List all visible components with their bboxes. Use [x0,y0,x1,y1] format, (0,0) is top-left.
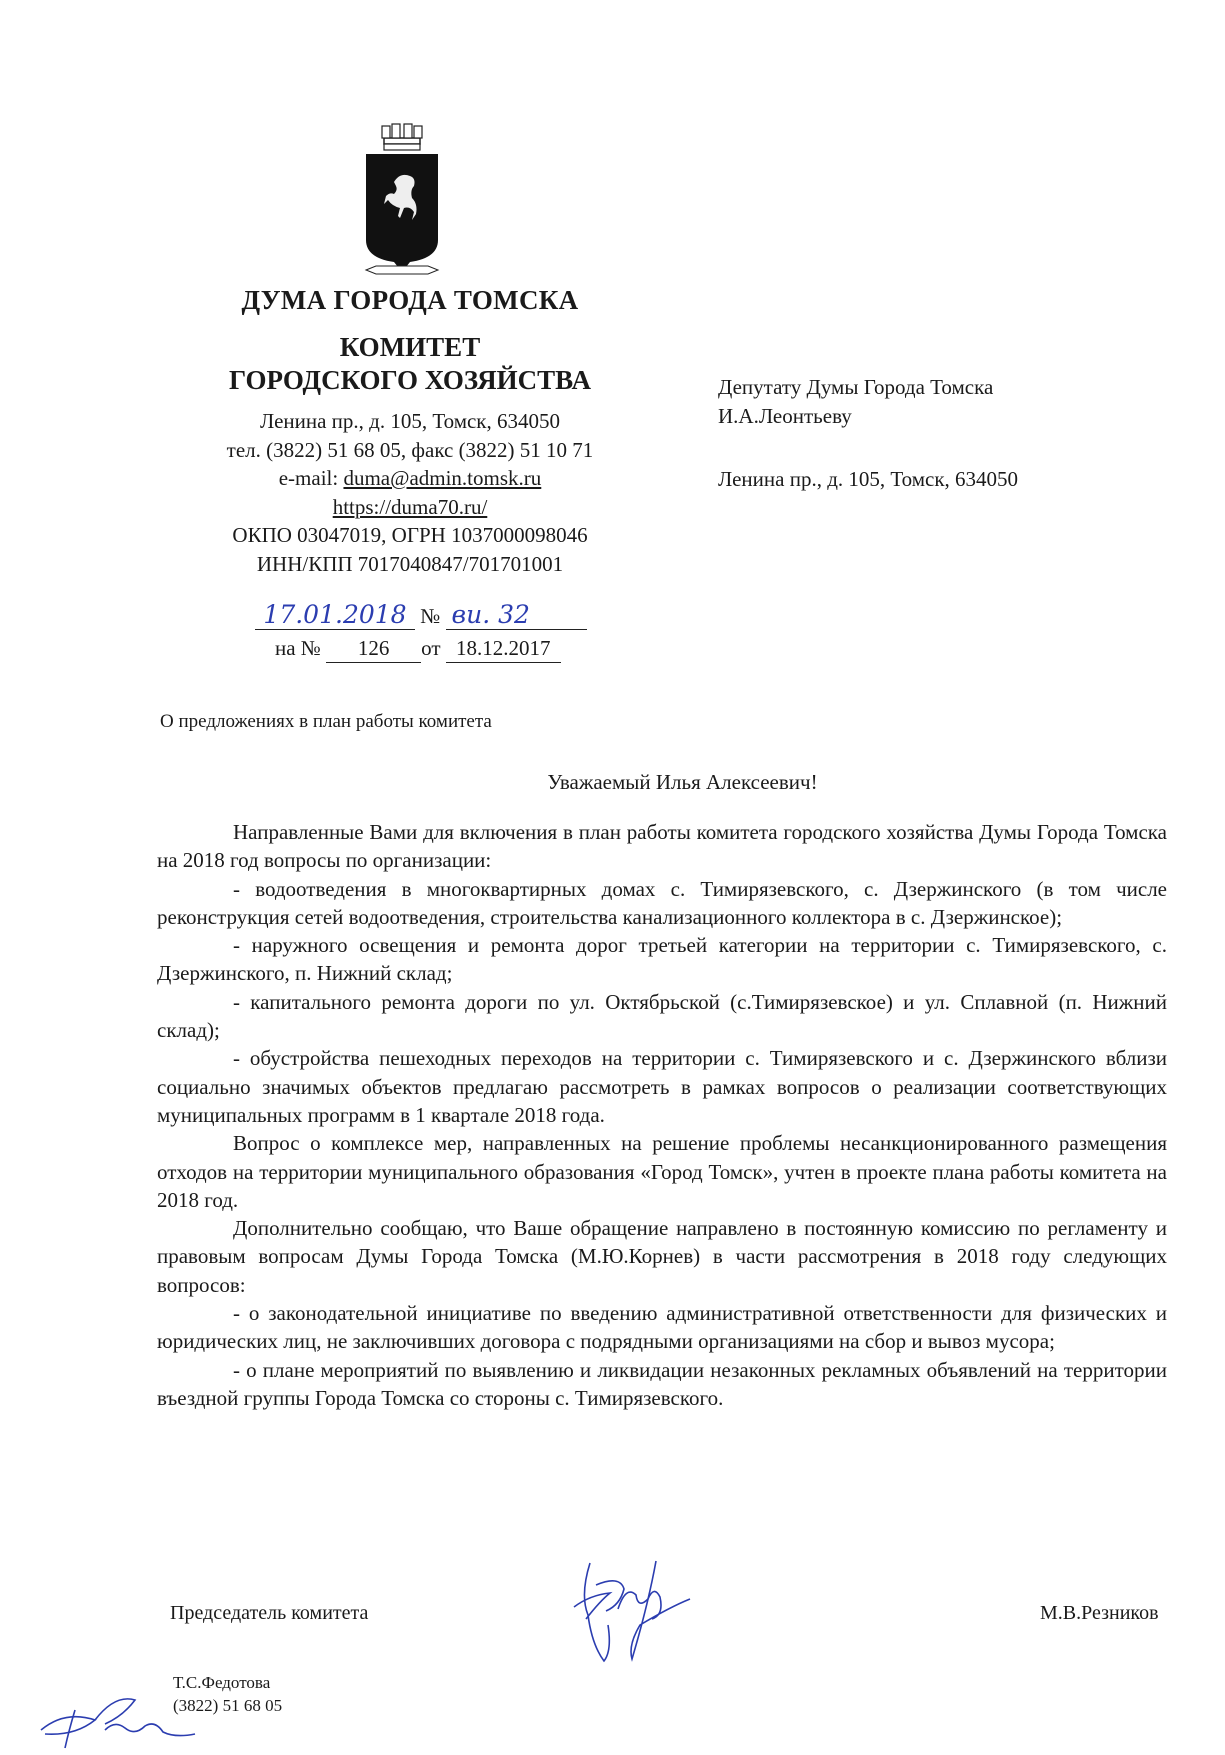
letter-body [157,818,1167,1412]
addressee-title: Депутату Думы Города Томска [718,375,994,399]
body-list-item: - водоотведения в многоквартирных домах с. Тимирязевского, с. Дзержинского (в том числе реконструкция сетей водоотведения, строительства канализационного коллектора в с. Дзержинское); [157,876,1167,929]
contact-details [200,407,620,578]
org-email-line: e-mail: duma@admin.tomsk.ru [278,466,542,490]
committee-name: КОМИТЕТ ГОРОДСКОГО ХОЗЯЙСТВА [229,332,591,395]
salutation: Уважаемый Илья Алексеевич! [547,770,818,794]
body-paragraph: Вопрос о комплексе мер, направленных на решение проблемы несанкционированного размещения отходов на территории муниципального образования «Город Томск», учтен в проекте плана работы комитета на 2018 год. [157,1131,1167,1212]
reply-to-number: 126 [326,634,421,663]
outgoing-number: ви. 32 [446,600,587,630]
body-list-item: - капитального ремонта дороги по ул. Октябрьской (с.Тимирязевское) и ул. Сплавной (п. Нижний склад); [157,989,1167,1043]
website-link[interactable]: https://duma70.ru/ [332,494,488,519]
registration-block: 17.01.2018 № ви. 32 на № 126 от 18.12.2017 [255,600,615,663]
addressee-name: И.А.Леонтьеву [718,403,852,428]
handwritten-initials-icon [35,1690,205,1755]
org-name: ДУМА ГОРОДА ТОМСКА [241,285,579,315]
signatory-name: М.В.Резников [1040,1602,1159,1624]
body-list-item: - наружного освещения и ремонта дорог третьей категории на территории с. Тимирязевского, с. Дзержинского, п. Нижний склад; [157,933,1167,986]
inn-kpp: ИНН/КПП 7017040847/701701001 [256,551,564,576]
executor-phone: (3822) 51 68 05 [173,1696,283,1715]
org-phone-fax: тел. (3822) 51 68 05, факс (3822) 51 10 71 [226,437,594,462]
reply-to-date: 18.12.2017 [446,634,561,663]
email-link[interactable]: duma@admin.tomsk.ru [343,466,542,490]
signatory-title: Председатель комитета [170,1602,369,1624]
body-paragraph: Направленные Вами для включения в план работы комитета городского хозяйства Думы Города Томска на 2018 год вопросы по организации: [157,820,1167,873]
letterhead [200,283,620,578]
number-sign: № [420,604,441,628]
org-address: Ленина пр., д. 105, Томск, 634050 [259,409,561,433]
handwritten-signature-icon [560,1555,740,1670]
okpo-ogrn: ОКПО 03047019, ОГРН 1037000098046 [232,523,588,547]
body-list-item: - обустройства пешеходных переходов на территории с. Тимирязевского и с. Дзержинского вблизи социально значимых объектов предлагаю рассмотреть в рамках вопросов о реализации соответствующих муниципальных программ в 1 квартале 2018 года. [157,1046,1167,1127]
coat-of-arms-icon [362,120,442,280]
addressee-address: Ленина пр., д. 105, Томск, 634050 [718,467,1019,491]
body-paragraph: Дополнительно сообщаю, что Ваше обращение направлено в постоянную комиссию по регламенту и правовым вопросам Думы Города Томска (М.Ю.Корнев) в части рассмотрения в 2018 году следующих вопросов: [157,1216,1167,1297]
executor-name: Т.С.Федотова [173,1673,271,1692]
subject-line: О предложениях в план работы комитета [160,711,492,732]
body-list-item: - о законодательной инициативе по введению административной ответственности для физических и юридических лиц, не заключивших договора с подрядными организациями на сбор и вывоз мусора; [157,1301,1167,1354]
addressee-block [718,373,1168,494]
body-list-item: - о плане мероприятий по выявлению и ликвидации незаконных рекламных объявлений на территории въездной группы Города Томска со стороны с. Тимирязевского. [157,1357,1167,1410]
outgoing-date: 17.01.2018 [255,600,415,630]
